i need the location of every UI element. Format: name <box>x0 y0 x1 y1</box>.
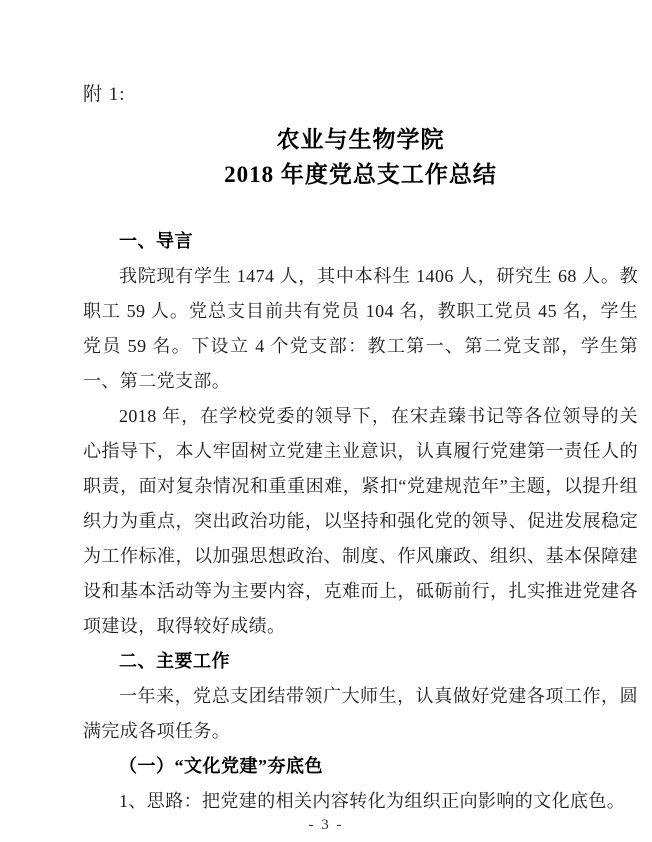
paragraph-year-summary: 2018 年，在学校党委的领导下，在宋垚臻书记等各位领导的关心指导下，本人牢固树立党建主业意识，认真履行党建第一责任人的职责，面对复杂情况和重重困难，紧扣“党建规范年”主题，以提升组织力为重点，突出政治功能，以坚持和强化党的领导、促进发展稳定为工作标准，以加强思想政治、制度、作风廉政、组织、基本保障建设和基本活动等为主要内容，克难而上，砥砺前行，扎实推进党建各项建设，取得较好成绩。 <box>83 406 638 636</box>
attachment-label: 附 1: <box>83 84 126 105</box>
paragraph-overview-statistics: 我院现有学生 1474 人，其中本科生 1406 人，研究生 68 人。教职工 59 人。党总支目前共有党员 104 名，教职工党员 45 名，学生党员 59 名。下设立 4 个党支部：教工第一、第二党支部，学生第一、第二党支部。 <box>83 266 638 391</box>
section-heading-introduction: 一、导言 <box>119 231 193 251</box>
document-title <box>83 122 638 192</box>
subsection-heading-culture-party-building: （一）“文化党建”夯底色 <box>119 756 323 776</box>
paragraph-culture-idea: 1、思路：把党建的相关内容转化为组织正向影响的文化底色。 <box>119 791 626 811</box>
paragraph-main-work-intro: 一年来，党总支团结带领广大师生，认真做好党建各项工作，圆满完成各项任务。 <box>83 686 638 741</box>
document-content <box>83 0 638 819</box>
document-title-line2: 2018 年度党总支工作总结 <box>224 162 497 187</box>
document-body <box>83 224 638 819</box>
page-number: - 3 - <box>308 817 344 833</box>
document-title-line1: 农业与生物学院 <box>276 127 445 152</box>
section-heading-main-work: 二、主要工作 <box>119 651 230 671</box>
